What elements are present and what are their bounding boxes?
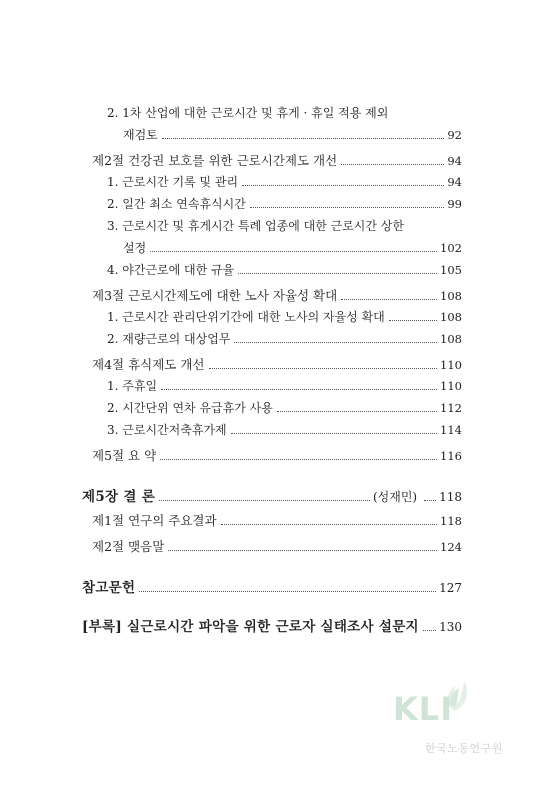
toc-section[interactable] [92,446,462,464]
toc-page-number: 108 [440,289,462,303]
toc-page-number: 92 [447,128,462,142]
toc-item[interactable] [107,377,462,394]
toc-item-label: 2. 시간단위 연차 유급휴가 사용 [107,401,273,415]
toc-page-number: 127 [439,581,462,595]
toc-page-number: 108 [440,332,462,346]
toc-item-label: 1. 근로시간 관리단위기간에 대한 노사의 자율성 확대 [107,310,385,324]
toc-page-number: 112 [440,401,462,415]
toc-item-label: 2. 일간 최소 연속휴식시간 [107,197,246,211]
toc-item[interactable] [123,239,462,256]
dot-leader [221,523,437,525]
toc-chapter-label: 참고문헌 [82,580,136,596]
toc-section-label: 제2절 맺음말 [92,539,165,554]
toc-item[interactable] [107,104,388,121]
toc-section-label: 제3절 근로시간제도에 대한 노사 자율성 확대 [92,288,338,303]
toc-section[interactable] [92,537,462,555]
dot-leader [389,319,437,321]
dot-leader [250,206,445,208]
toc-section-label: 제1절 연구의 주요결과 [92,513,217,528]
toc-item[interactable] [107,261,462,278]
toc-page-number: 110 [440,379,462,393]
toc-page-number: 116 [440,449,462,463]
toc-item-label: 2. 1차 산업에 대한 근로시간 및 휴게 · 휴일 적용 제외 [107,106,389,120]
dot-leader [341,298,437,300]
toc-page-number: 118 [440,514,462,528]
toc-item-label: 2. 재량근로의 대상업무 [107,332,231,346]
dot-leader [277,410,437,412]
toc-item[interactable] [107,308,462,325]
toc-page-number: 124 [440,540,462,554]
toc-item[interactable] [107,217,404,234]
toc-chapter[interactable] [82,485,462,505]
dot-leader [238,272,437,274]
dot-leader [150,250,437,252]
toc-section[interactable] [92,286,462,304]
toc-item-label: 3. 근로시간 및 휴게시간 특례 업종에 대한 근로시간 상한 [107,219,404,233]
toc-section-label: 제2절 건강권 보호를 위한 근로시간제도 개선 [92,153,338,168]
toc-item-label: 3. 근로시간저축휴가제 [107,423,227,437]
toc-page-number: 130 [439,620,462,634]
toc-section-label: 제4절 휴식제도 개선 [92,357,205,372]
logo-mark: KLI [393,690,454,728]
toc-section[interactable] [92,355,462,373]
dot-leader [160,458,437,460]
toc-item[interactable] [123,126,462,143]
toc-page-number: 99 [447,197,462,211]
toc-item-label: 4. 야간근로에 대한 규율 [107,263,235,277]
toc-page-number: 118 [439,490,462,504]
toc-author: (성재민) [372,490,418,504]
toc-item[interactable] [107,173,462,190]
toc-item-label: 1. 근로시간 기록 및 관리 [107,175,239,189]
toc-item[interactable] [107,195,462,212]
kli-logo [393,690,513,760]
dot-leader [161,388,437,390]
toc-page-number: 108 [440,310,462,324]
toc-item-label: 설정 [123,241,147,255]
toc-item[interactable] [107,330,462,347]
toc-page-number: 105 [440,263,462,277]
dot-leader [231,432,437,434]
toc-page-number: 114 [440,423,462,437]
dot-leader [209,367,438,369]
toc-section[interactable] [92,511,462,529]
dot-leader [424,499,436,501]
toc-page-number: 94 [447,175,462,189]
dot-leader [234,341,437,343]
dot-leader [139,590,436,592]
toc-page-number: 102 [440,241,462,255]
dot-leader [168,549,437,551]
toc-item[interactable] [107,421,462,438]
toc-chapter-label: 제5장 결 론 [82,489,156,505]
dot-leader [159,499,370,501]
toc-page-number: 94 [447,154,462,168]
toc-chapter-label: [부록] 실근로시간 파악을 위한 근로자 실태조사 설문지 [82,619,419,635]
dot-leader [242,184,444,186]
toc-section[interactable] [92,151,462,169]
logo-name: 한국노동연구원 [425,742,503,755]
toc-page-number: 110 [440,358,462,372]
toc-item-label: 1. 주휴일 [107,379,158,393]
dot-leader [162,137,445,139]
toc-chapter[interactable] [82,576,462,596]
dot-leader [423,629,436,631]
toc-section-label: 제5절 요 약 [92,448,157,463]
toc-item[interactable] [107,399,462,416]
dot-leader [341,163,444,165]
toc-item-label: 재검토 [123,128,158,142]
toc-chapter[interactable] [82,615,462,635]
